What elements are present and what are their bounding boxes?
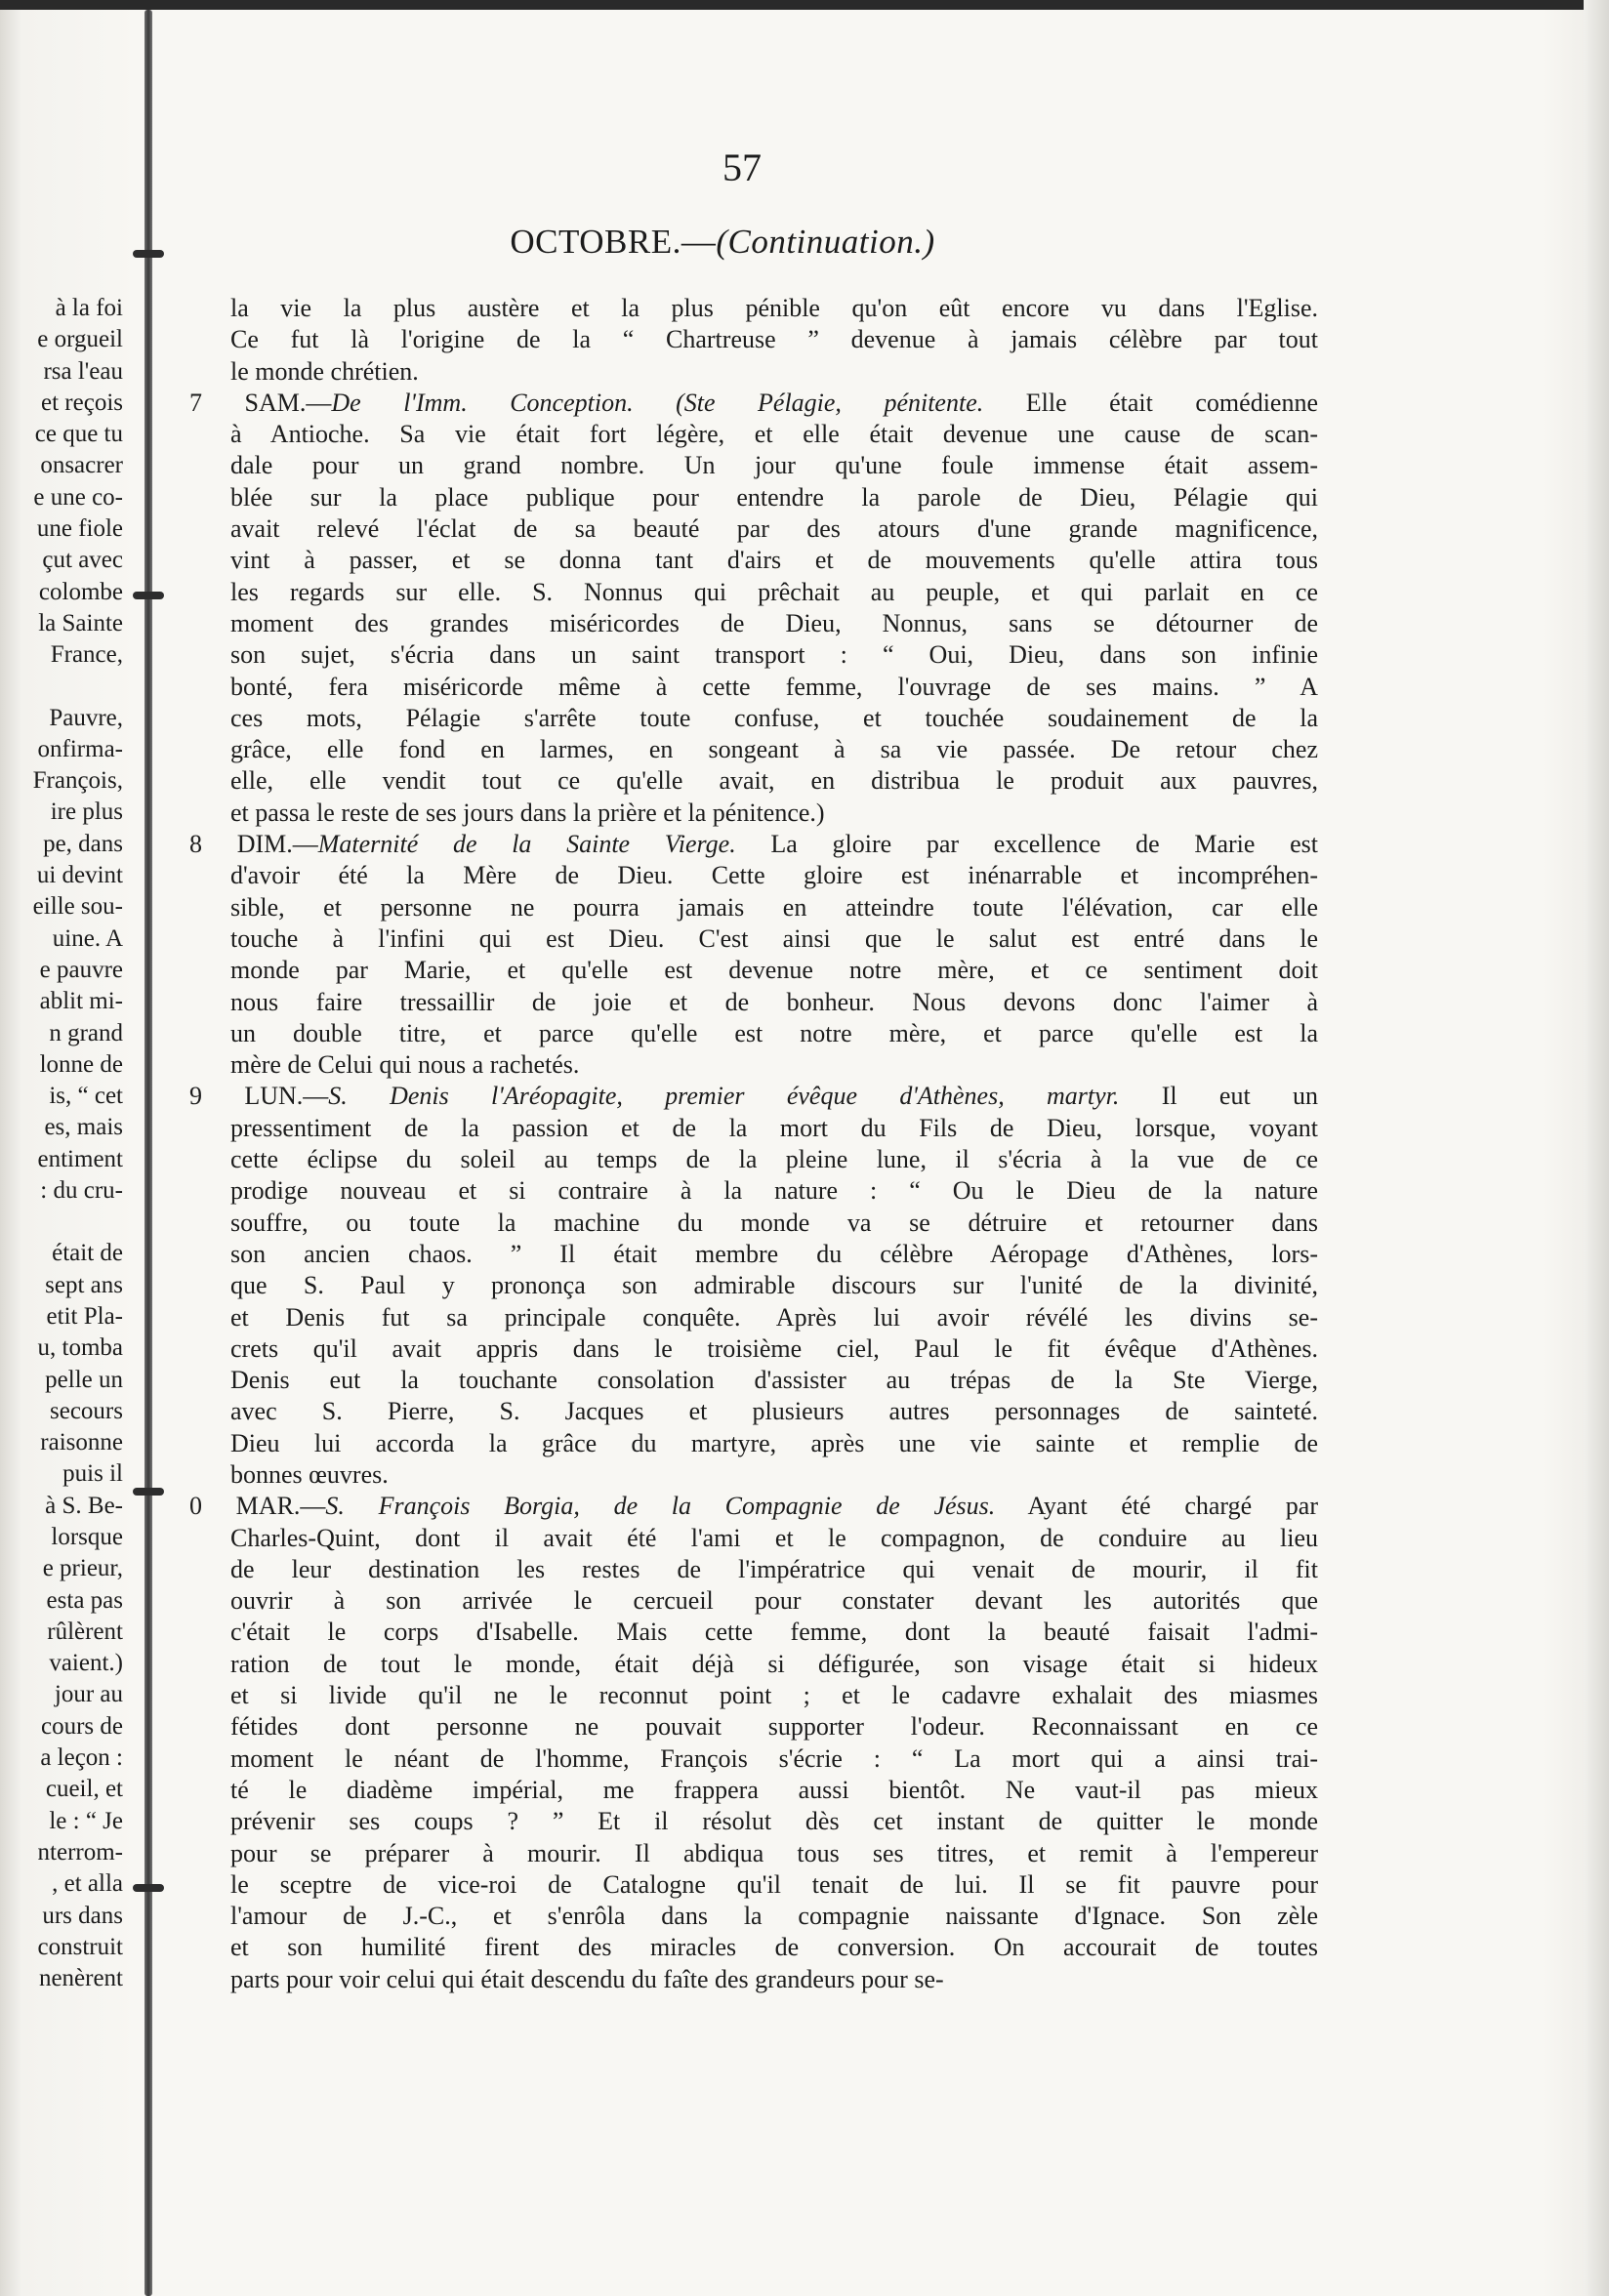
fragment-line: à S. Be- xyxy=(45,1492,123,1519)
fragment-line: e pauvre xyxy=(39,956,123,983)
entry-feast: Maternité de la Sainte Vierge. xyxy=(317,830,736,859)
text-line: le sceptre de vice-roi de Catalogne qu'il tenait de lui. Il se fit pauvre pour xyxy=(230,1869,1318,1899)
text-line: l'amour de J.-C., et s'enrôla dans la compagnie naissante d'Ignace. Son zèle xyxy=(230,1902,1318,1931)
fragment-line: nenèrent xyxy=(38,1965,123,1992)
text-line: Ce fut là l'origine de la “ Chartreuse ” devenue à jamais célèbre par tout xyxy=(230,325,1318,354)
fragment-line: entiment xyxy=(37,1145,123,1172)
fragment-line: çut avec xyxy=(42,547,123,574)
text-line: la vie la plus austère et la plus pénible qu'on eût encore vu dans l'Eglise. xyxy=(230,294,1318,322)
entry-text: Il eut un xyxy=(1119,1082,1318,1111)
text-line: pour se préparer à mourir. Il abdiqua tous ses titres, et remit à l'empereur xyxy=(230,1838,1318,1867)
text-line: nous faire tressaillir de joie et de bonheur. Nous devons donc l'aimer à xyxy=(230,987,1318,1016)
text-line: Denis eut la touchante consolation d'assister au trépas de la Ste Vierge, xyxy=(230,1366,1318,1395)
binding-stitch xyxy=(133,1488,164,1496)
fragment-line: cueil, et xyxy=(45,1776,123,1803)
text-line: Dieu lui accorda la grâce du martyre, après une vie sainte et remplie de xyxy=(230,1428,1318,1457)
page-number: 57 xyxy=(722,145,762,189)
text-line: et si livide qu'il ne le reconnut point ; et le cadavre exhalait des miasmes xyxy=(230,1681,1318,1710)
fragment-line: secours xyxy=(50,1397,123,1424)
entry-day: 0 MAR.— xyxy=(189,1492,326,1521)
text-line: à Antioche. Sa vie était fort légère, et elle était devenue une cause de scan- xyxy=(230,420,1318,449)
book-spine xyxy=(144,10,152,2296)
text-line: et passa le reste de ses jours dans la prière et la pénitence.) xyxy=(230,798,825,827)
text-line: un double titre, et parce qu'elle est notre mère, et parce qu'elle est la xyxy=(230,1018,1318,1047)
fragment-line: vaient.) xyxy=(49,1650,123,1677)
text-line: d'avoir été la Mère de Dieu. Cette gloire est inénarrable et incompréhen- xyxy=(230,861,1318,890)
text-line: té le diadème impérial, me frappera aussi bientôt. Ne vaut-il pas mieux xyxy=(230,1775,1318,1804)
fragment-line: , et alla xyxy=(52,1870,123,1898)
fragment-line: es, mais xyxy=(44,1114,123,1141)
fragment-line: jour au xyxy=(54,1681,123,1708)
entry-feast: S. François Borgia, de la Compagnie de Jésus. xyxy=(325,1492,996,1521)
text-line: vint à passer, et se donna tant d'airs et de mouvements qu'elle attira tous xyxy=(230,546,1318,575)
fragment-line: a leçon : xyxy=(40,1744,123,1772)
fragment-line: eille sou- xyxy=(32,893,123,921)
fragment-line: onsacrer xyxy=(40,452,123,479)
text-line: ces mots, Pélagie s'arrête toute confuse, et touchée soudainement de la xyxy=(230,703,1318,732)
calendar-entry-oct-8 xyxy=(189,829,1318,1081)
text-line: fétides dont personne ne pouvait supporter l'odeur. Reconnaissant en ce xyxy=(230,1712,1318,1742)
text-line xyxy=(189,829,1318,860)
text-line: monde par Marie, et qu'elle est devenue notre mère, et ce sentiment doit xyxy=(230,956,1318,985)
fragment-line: une fiole xyxy=(36,515,123,543)
fragment-line: ablit mi- xyxy=(39,988,123,1015)
fragment-line: lorsque xyxy=(51,1523,123,1550)
text-line: crets qu'il avait appris dans le troisième ciel, Paul le fit évêque d'Athènes. xyxy=(230,1333,1318,1363)
fragment-line: était de xyxy=(52,1240,123,1267)
fragment-line: ce que tu xyxy=(34,421,123,448)
fragment-line: urs dans xyxy=(42,1902,123,1929)
page-right-edge xyxy=(1584,0,1609,2296)
fragment-line: rsa l'eau xyxy=(43,357,123,385)
fragment-line: esta pas xyxy=(46,1586,123,1614)
entry-feast: S. Denis l'Aréopagite, premier évêque d'Athènes, martyr. xyxy=(328,1082,1120,1111)
text-line: souffre, ou toute la machine du monde va se détruire et retourner dans xyxy=(230,1208,1318,1237)
calendar-entry-oct-7 xyxy=(189,388,1318,829)
fragment-line: n grand xyxy=(49,1019,123,1046)
page-body-text xyxy=(189,293,1318,1995)
calendar-entry-continuation xyxy=(189,293,1318,388)
fragment-line: colombe xyxy=(38,578,123,605)
text-line: que S. Paul y prononça son admirable discours sur l'unité de la divinité, xyxy=(230,1271,1318,1300)
fragment-gap xyxy=(0,672,123,703)
text-line: avec S. Pierre, S. Jacques et plusieurs autres personnages de sainteté. xyxy=(230,1397,1318,1426)
fragment-line: uine. A xyxy=(52,924,123,952)
text-line: ouvrir à son arrivée le cercueil pour constater devant les autorités que xyxy=(230,1586,1318,1616)
fragment-gap xyxy=(0,1207,123,1238)
fragment-line: puis il xyxy=(62,1460,123,1488)
fragment-line: is, “ cet xyxy=(49,1083,123,1110)
text-line: moment des grandes miséricordes de Dieu, Nonnus, sans se détourner de xyxy=(230,608,1318,637)
text-line: elle, elle vendit tout ce qu'elle avait, en distribua le produit aux pauvres, xyxy=(230,766,1318,796)
text-line: et son humilité firent des miracles de conversion. On accourait de toutes xyxy=(230,1933,1318,1962)
scan-top-edge xyxy=(0,0,1609,10)
text-line: sible, et personne ne pourra jamais en atteindre toute l'élévation, car elle xyxy=(230,892,1318,922)
text-line: pressentiment de la passion et de la mort du Fils de Dieu, lorsque, voyant xyxy=(230,1113,1318,1142)
fragment-line: ire plus xyxy=(50,799,123,826)
text-line: dale pour un grand nombre. Un jour qu'une foule immense était assem- xyxy=(230,451,1318,480)
text-line: ration de tout le monde, était déjà si défigurée, son visage était si hideux xyxy=(230,1649,1318,1678)
text-line: de leur destination les restes de l'impératrice qui venait de mourir, il fit xyxy=(230,1554,1318,1583)
left-page-fragment xyxy=(0,293,123,1994)
fragment-line: France, xyxy=(50,641,123,669)
fragment-line: et reçois xyxy=(41,389,123,416)
fragment-line: sept ans xyxy=(45,1271,123,1298)
text-line: prodige nouveau et si contraire à la nature : “ Ou le Dieu de la nature xyxy=(230,1176,1318,1206)
text-line: bonté, fera miséricorde même à cette femme, l'ouvrage de ses mains. ” A xyxy=(230,672,1318,701)
text-line xyxy=(189,1491,1318,1522)
fragment-line: la Sainte xyxy=(38,609,123,636)
fragment-line: à la foi xyxy=(55,295,123,321)
text-line: touche à l'infini qui est Dieu. C'est ainsi que le salut est entré dans le xyxy=(230,923,1318,953)
fragment-line: Pauvre, xyxy=(49,704,123,731)
text-line: c'était le corps d'Isabelle. Mais cette femme, dont la beauté faisait l'admi- xyxy=(230,1618,1318,1647)
entry-text: Ayant été chargé par xyxy=(995,1492,1318,1521)
section-title xyxy=(293,223,1152,262)
fragment-line: ui devint xyxy=(36,862,123,889)
entry-day: 9 LUN.— xyxy=(189,1082,329,1111)
text-line: blée sur la place publique pour entendre la parole de Dieu, Pélagie qui xyxy=(230,482,1318,512)
text-line: son sujet, s'écria dans un saint transport : “ Oui, Dieu, dans son infinie xyxy=(230,640,1318,670)
binding-stitch xyxy=(133,592,164,599)
text-line: bonnes œuvres. xyxy=(230,1459,389,1489)
entry-day: 7 SAM.— xyxy=(189,388,332,417)
fragment-line: onfirma- xyxy=(37,735,123,762)
text-line xyxy=(189,388,1318,419)
section-month: OCTOBRE.— xyxy=(510,223,717,261)
fragment-line: u, tomba xyxy=(37,1334,123,1362)
text-line: Charles-Quint, dont il avait été l'ami et le compagnon, de conduire au lieu xyxy=(230,1523,1318,1552)
text-line: parts pour voir celui qui était descendu du faîte des grandeurs pour se- xyxy=(230,1964,944,1993)
fragment-line: lonne de xyxy=(39,1050,123,1078)
fragment-line: e prieur, xyxy=(42,1555,123,1582)
calendar-entry-oct-10 xyxy=(189,1491,1318,1995)
entry-text: La gloire par excellence de Marie est xyxy=(735,830,1318,859)
entry-feast: De l'Imm. Conception. (Ste Pélagie, pénitente. xyxy=(331,388,984,417)
fragment-line: pe, dans xyxy=(43,830,123,857)
text-line: mère de Celui qui nous a rachetés. xyxy=(230,1050,580,1080)
text-line: son ancien chaos. ” Il était membre du célèbre Aéropage d'Athènes, lors- xyxy=(230,1239,1318,1268)
text-line: cette éclipse du soleil au temps de la pleine lune, il s'écria à la vue de ce xyxy=(230,1145,1318,1174)
fragment-line: e une co- xyxy=(33,483,123,511)
fragment-line: raisonne xyxy=(40,1429,123,1456)
text-line: moment le néant de l'homme, François s'écrie : “ La mort qui a ainsi trai- xyxy=(230,1743,1318,1773)
binding-stitch xyxy=(133,250,164,258)
section-note: (Continuation.) xyxy=(716,223,935,261)
text-line: les regards sur elle. S. Nonnus qui prêchait au peuple, et qui parlait en ce xyxy=(230,577,1318,606)
fragment-line: cours de xyxy=(41,1712,123,1740)
fragment-line: pelle un xyxy=(45,1366,123,1393)
text-line xyxy=(189,1081,1318,1112)
fragment-line: e orgueil xyxy=(37,326,123,353)
fragment-line: : du cru- xyxy=(40,1177,123,1205)
fragment-line: François, xyxy=(32,767,123,795)
entry-day: 8 DIM.— xyxy=(189,830,318,859)
text-line: et Denis fut sa principale conquête. Après lui avoir révélé les divins se- xyxy=(230,1302,1318,1332)
fragment-line: etit Pla- xyxy=(46,1302,123,1330)
fragment-line: construit xyxy=(37,1933,123,1960)
text-line: grâce, elle fond en larmes, en songeant à sa vie passée. De retour chez xyxy=(230,735,1318,764)
text-line: prévenir ses coups ? ” Et il résolut dès cet instant de quitter le monde xyxy=(230,1807,1318,1836)
calendar-entry-oct-9 xyxy=(189,1081,1318,1491)
text-line: avait relevé l'éclat de sa beauté par des atours d'une grande magnificence, xyxy=(230,514,1318,544)
fragment-line: nterrom- xyxy=(37,1838,123,1866)
binding-stitch xyxy=(133,1884,164,1892)
text-line: le monde chrétien. xyxy=(230,356,419,386)
entry-text: Elle était comédienne xyxy=(983,388,1318,417)
fragment-line: le : “ Je xyxy=(49,1807,123,1834)
fragment-line: rûlèrent xyxy=(47,1618,123,1645)
